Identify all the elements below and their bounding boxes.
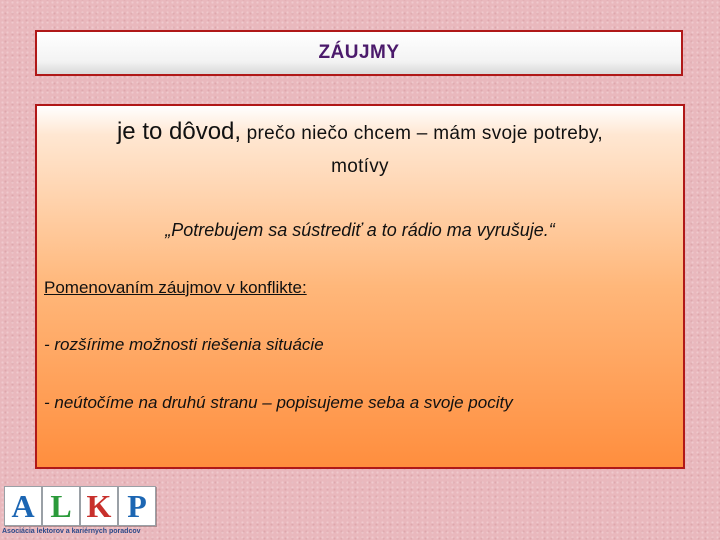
logo-tiles bbox=[2, 486, 162, 526]
alkp-logo bbox=[0, 484, 162, 540]
example-quote: „Potrebujem sa sústrediť a to rádio ma vyrušuje.“ bbox=[165, 220, 555, 240]
bullet-item: - neútočíme na druhú stranu – popisujeme seba a svoje pocity bbox=[44, 393, 513, 412]
content-box bbox=[35, 104, 685, 469]
bullet-item: - rozšírime možnosti riešenia situácie bbox=[44, 335, 324, 354]
logo-letter-p: P bbox=[118, 486, 156, 526]
logo-letter-k: K bbox=[80, 486, 118, 526]
definition-lead: je to dôvod, bbox=[116, 118, 242, 145]
definition-text bbox=[37, 116, 683, 184]
logo-caption: Asociácia lektorov a kariérnych poradcov bbox=[2, 528, 141, 535]
definition-line1: prečo niečo chcem – mám svoje potreby, bbox=[241, 123, 604, 144]
definition-line2: motívy bbox=[331, 156, 389, 177]
slide-title: ZÁUJMY bbox=[318, 42, 400, 63]
title-box bbox=[35, 30, 683, 76]
logo-letter-l: L bbox=[42, 486, 80, 526]
logo-letter-a: A bbox=[4, 486, 42, 526]
subheading: Pomenovaním záujmov v konflikte: bbox=[44, 278, 307, 297]
